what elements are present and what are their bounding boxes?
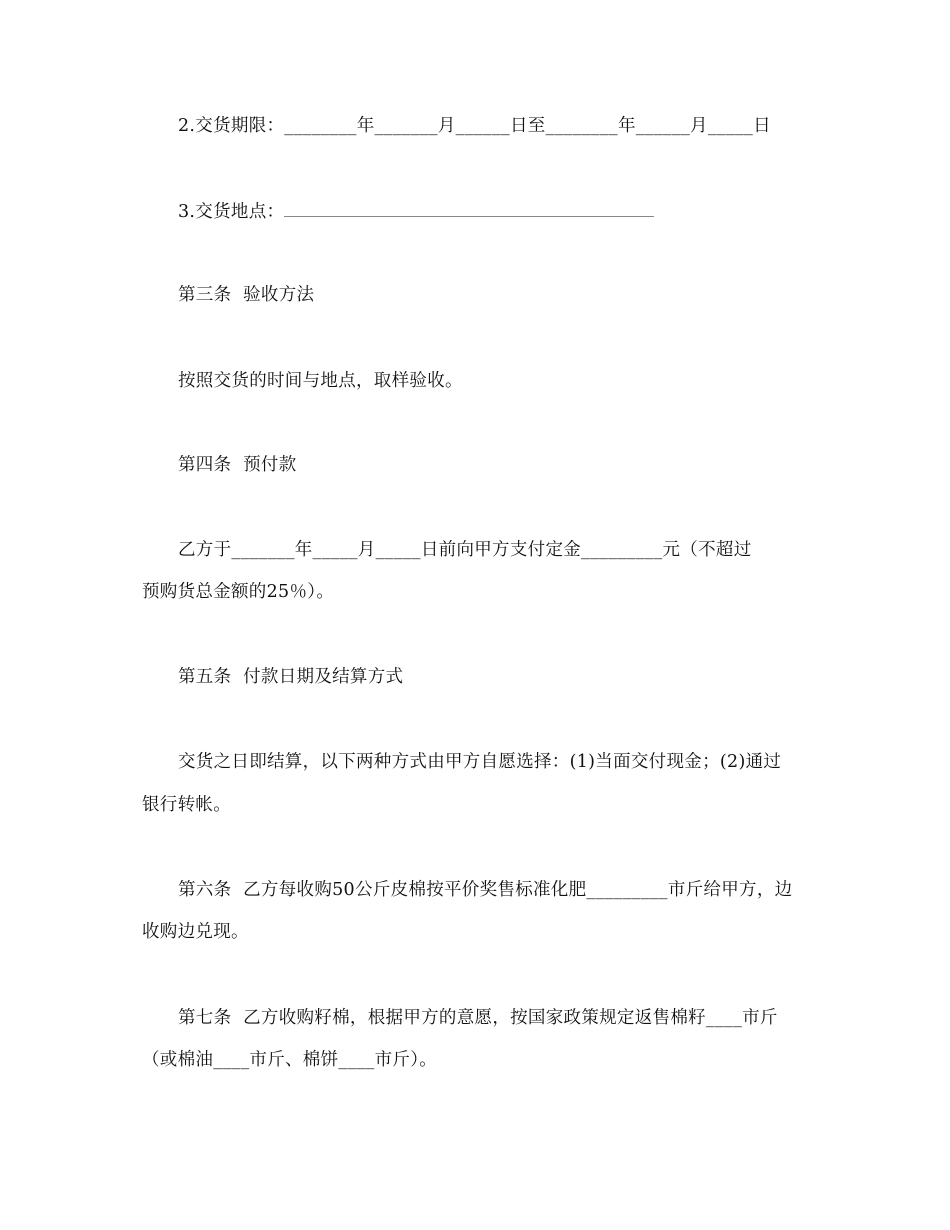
article-7-line-1: 第七条 乙方收购籽棉，根据甲方的意愿，按国家政策规定返售棉籽____市斤 [178,1008,778,1028]
delivery-location-label: 3.交货地点： [178,202,285,222]
delivery-location-blank [284,202,654,217]
article-4-heading: 第四条 预付款 [178,455,297,475]
article-5-heading: 第五条 付款日期及结算方式 [178,667,404,687]
delivery-period-line: 2.交货期限：________年_______月______日至________年______月_____日 [178,116,771,136]
article-6-line-2: 收购边兑现。 [142,922,249,942]
delivery-location-line [178,201,654,223]
article-5-body-line-1: 交货之日即结算，以下两种方式由甲方自愿选择：(1)当面交付现金；(2)通过 [178,752,782,772]
article-7-line-2: （或棉油____市斤、棉饼____市斤）。 [142,1050,438,1070]
article-3-heading: 第三条 验收方法 [178,285,315,305]
article-5-body-line-2: 银行转帐。 [142,795,231,815]
article-6-line-1: 第六条 乙方每收购50公斤皮棉按平价奖售标准化肥_________市斤给甲方，边 [178,880,793,900]
article-3-body: 按照交货的时间与地点，取样验收。 [178,371,463,391]
article-4-body-line-1: 乙方于_______年_____月_____日前向甲方支付定金_________元（不超过 [178,540,752,560]
article-4-body-line-2: 预购货总金额的25％）。 [142,582,335,602]
